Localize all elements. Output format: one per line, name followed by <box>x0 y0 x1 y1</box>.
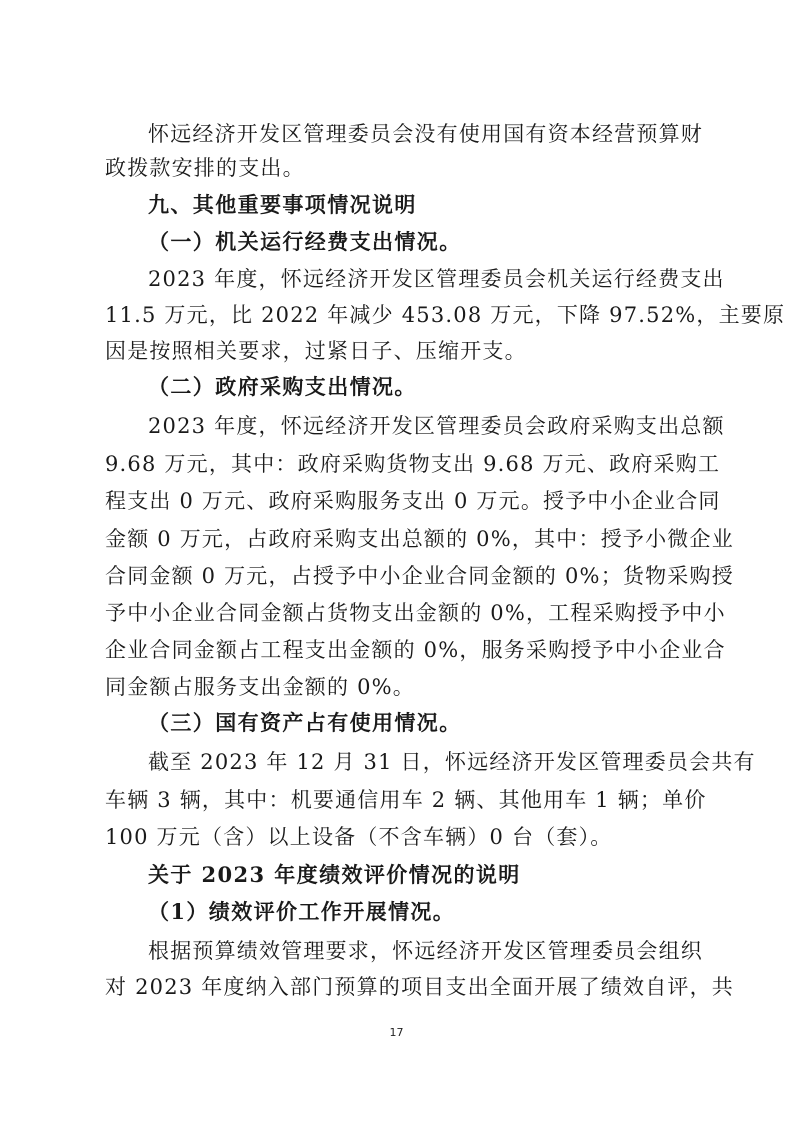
paragraph-line: 政拨款安排的支出。 <box>105 156 305 180</box>
paragraph-line: 9.68 万元，其中：政府采购货物支出 9.68 万元、政府采购工 <box>105 452 721 476</box>
page-number: 17 <box>389 1026 404 1039</box>
paragraph-line: 100 万元（含）以上设备（不含车辆）0 台（套）。 <box>105 825 613 849</box>
paragraph-line: 截至 2023 年 12 月 31 日，怀远经济开发区管理委员会共有 <box>148 750 756 774</box>
paragraph-line: 车辆 3 辆，其中：机要通信用车 2 辆、其他用车 1 辆；单价 <box>105 788 707 812</box>
section-heading: 九、其他重要事项情况说明 <box>148 192 417 217</box>
paragraph-line: 程支出 0 万元、政府采购服务支出 0 万元。授予中小企业合同 <box>105 489 721 513</box>
paragraph-line: 金额 0 万元，占政府采购支出总额的 0%，其中：授予小微企业 <box>105 527 734 551</box>
section-heading: 关于 2023 年度绩效评价情况的说明 <box>148 862 521 887</box>
paragraph-line: 合同金额 0 万元，占授予中小企业合同金额的 0%；货物采购授 <box>105 564 734 588</box>
paragraph-line: 根据预算绩效管理要求，怀远经济开发区管理委员会组织 <box>148 939 703 963</box>
paragraph-line: 同金额占服务支出金额的 0%。 <box>105 675 415 699</box>
subsection-heading: （一）机关运行经费支出情况。 <box>148 229 462 254</box>
paragraph-line: 11.5 万元，比 2022 年减少 453.08 万元，下降 97.52%，主要原 <box>105 303 786 327</box>
paragraph-line: 2023 年度，怀远经济开发区管理委员会机关运行经费支出 <box>148 267 725 291</box>
paragraph-line: 对 2023 年度纳入部门预算的项目支出全面开展了绩效自评，共 <box>105 975 734 999</box>
subsection-heading: （1）绩效评价工作开展情况。 <box>148 899 456 924</box>
paragraph-line: 2023 年度，怀远经济开发区管理委员会政府采购支出总额 <box>148 414 725 438</box>
paragraph-line: 怀远经济开发区管理委员会没有使用国有资本经营预算财 <box>148 122 703 146</box>
subsection-heading: （三）国有资产占有使用情况。 <box>148 710 462 735</box>
subsection-heading: （二）政府采购支出情况。 <box>148 374 417 399</box>
paragraph-line: 企业合同金额占工程支出金额的 0%，服务采购授予中小企业合 <box>105 638 726 662</box>
paragraph-line: 因是按照相关要求，过紧日子、压缩开支。 <box>105 339 527 363</box>
paragraph-line: 予中小企业合同金额占货物支出金额的 0%，工程采购授予中小 <box>105 601 726 625</box>
